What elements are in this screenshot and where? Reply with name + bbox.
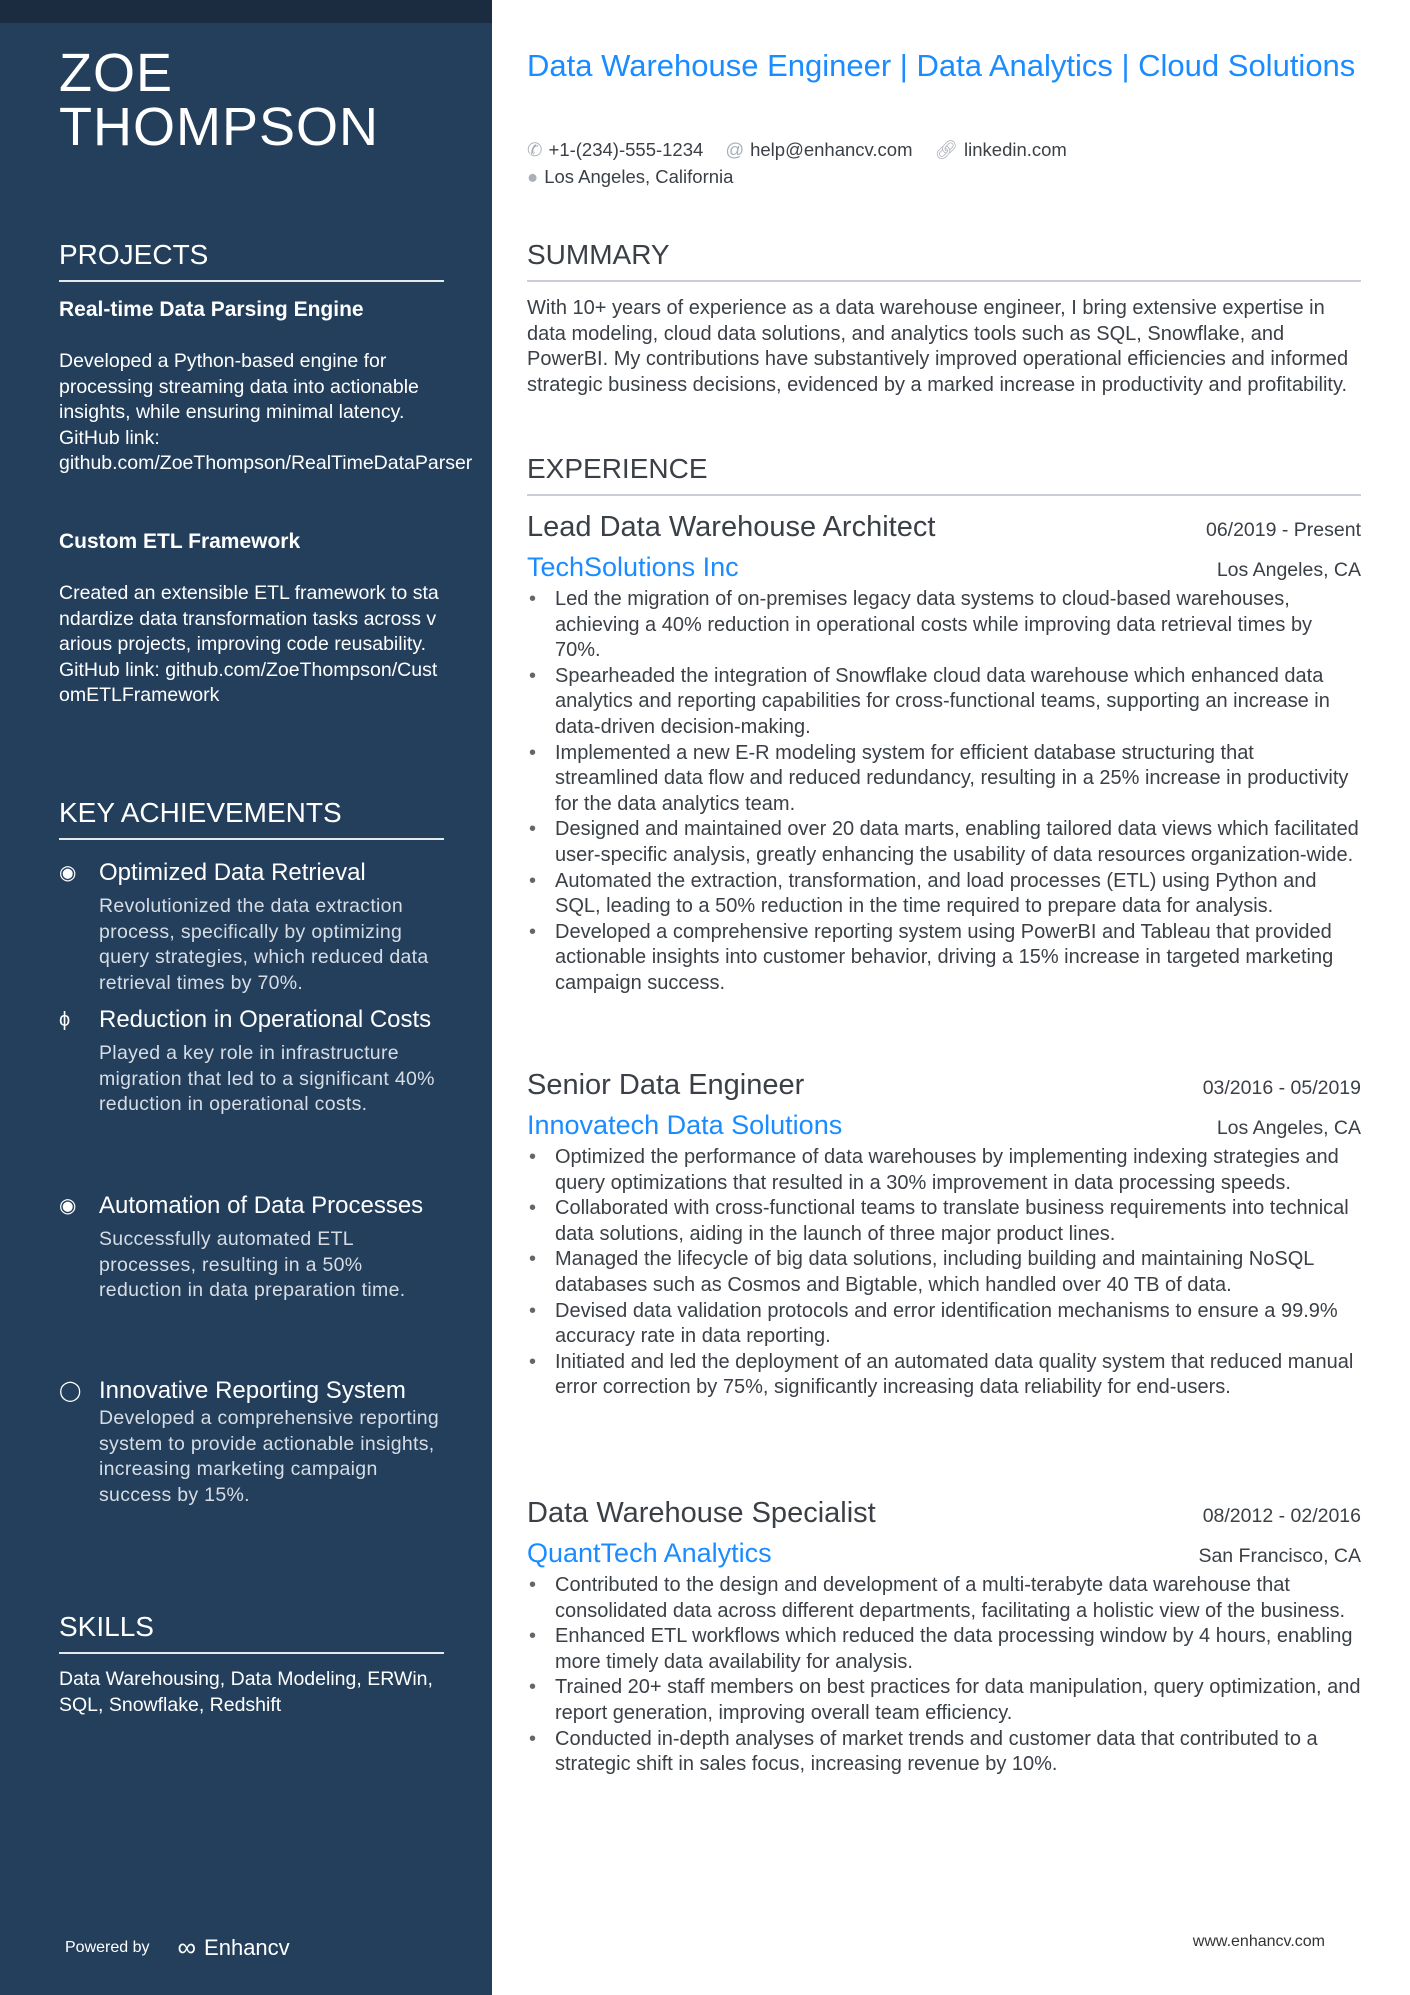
achievement-desc: Played a key role in infrastructure migration that led to a significant 40% reduction in operational costs. bbox=[99, 1042, 435, 1116]
email[interactable] bbox=[725, 136, 912, 163]
skills-text: Data Warehousing, Data Modeling, ERWin, SQL, Snowflake, Redshift bbox=[59, 1668, 433, 1716]
contact-info bbox=[527, 136, 1227, 190]
company-name: Innovatech Data Solutions bbox=[527, 1110, 843, 1140]
bullet: • Devised data validation protocols and error identification mechanisms to ensure a 99.9% accuracy rate in data reporting. bbox=[527, 1299, 1361, 1350]
footer-url[interactable]: www.enhancv.com bbox=[1192, 1933, 1325, 1950]
bullet: • Contributed to the design and development of a multi-terabyte data warehouse that consolidated data across different departments, facilitating a holistic view of the business. bbox=[527, 1573, 1361, 1624]
job-dates: 08/2012 - 02/2016 bbox=[1202, 1505, 1361, 1527]
job-location: Los Angeles, CA bbox=[1216, 559, 1361, 581]
bullet: • Designed and maintained over 20 data marts, enabling tailored data views which facilitated user-specific analysis, greatly enhancing the usability of data resources organization-wide. bbox=[527, 817, 1361, 868]
company-name: TechSolutions Inc bbox=[527, 552, 739, 582]
company-name: QuantTech Analytics bbox=[527, 1538, 772, 1568]
phone[interactable] bbox=[527, 136, 703, 163]
job-entry bbox=[527, 509, 1361, 997]
bullet: • Initiated and led the deployment of an automated data quality system that reduced manual error correction by 75%, significantly increasing data reliability for end-users. bbox=[527, 1350, 1361, 1401]
link-text: linkedin.com bbox=[964, 139, 1067, 160]
bullet: • Conducted in-depth analyses of market trends and customer data that contributed to a strategic shift in sales focus, increasing revenue by 10%. bbox=[527, 1727, 1361, 1778]
projects-heading: PROJECTS bbox=[59, 238, 444, 282]
lightbulb-icon: ◯ bbox=[59, 1380, 82, 1402]
job-bullets bbox=[527, 1145, 1361, 1401]
link[interactable] bbox=[935, 136, 1067, 163]
powered-label: Powered by bbox=[65, 1938, 150, 1956]
link-icon: 🔗︎ bbox=[934, 139, 959, 160]
sidebar bbox=[0, 0, 492, 1995]
bullet: • Spearheaded the integration of Snowflake cloud data warehouse which enhanced data analytics and reporting capabilities for cross-functional teams, supporting an increase in data-driven decision-making. bbox=[527, 664, 1361, 741]
logo-icon: ∞ bbox=[177, 1932, 197, 1962]
bullet: • Collaborated with cross-functional teams to translate business requirements into technical data solutions, aiding in the launch of three major product lines. bbox=[527, 1196, 1361, 1247]
summary-heading: SUMMARY bbox=[527, 238, 1361, 282]
achievement-title: Reduction in Operational Costs bbox=[99, 1006, 432, 1033]
job-title: Lead Data Warehouse Architect bbox=[527, 511, 936, 543]
enhancv-logo bbox=[178, 1932, 290, 1963]
bullet: • Automated the extraction, transformation, and load processes (ETL) using Python and SQL, leading to a 50% reduction in the time required to prepare data for analysis. bbox=[527, 869, 1361, 920]
achievements-heading: KEY ACHIEVEMENTS bbox=[59, 796, 444, 840]
email-text: help@enhancv.com bbox=[750, 139, 913, 160]
brand-name: Enhancv bbox=[204, 1934, 290, 1960]
achievement-desc: Successfully automated ETL processes, resulting in a 50% reduction in data preparation time. bbox=[99, 1228, 406, 1302]
job-title: Senior Data Engineer bbox=[527, 1069, 805, 1101]
phone-icon: ✆ bbox=[527, 139, 543, 160]
job-entry bbox=[527, 1495, 1361, 1778]
bullet: • Enhanced ETL workflows which reduced the data processing window by 4 hours, enabling more timely data availability for analysis. bbox=[527, 1624, 1361, 1675]
last-name: THOMPSON bbox=[59, 97, 380, 157]
skills-heading: SKILLS bbox=[59, 1610, 444, 1654]
bullet: • Developed a comprehensive reporting system using PowerBI and Tableau that provided actionable insights into customer behavior, driving a 15% increase in targeted marketing campaign success. bbox=[527, 920, 1361, 997]
bullet: • Implemented a new E-R modeling system for efficient database structuring that streamlined data flow and reduced redundancy, resulting in a 25% increase in productivity for the data analytics team. bbox=[527, 741, 1361, 818]
top-strip bbox=[0, 0, 492, 23]
achievement-item bbox=[59, 1376, 449, 1508]
project-desc-text: Created an extensible ETL framework to standardize data transformation tasks across various projects, improving code reusability. GitHub link: github.com/ZoeThompson/CustomETLFramework bbox=[59, 582, 439, 707]
location-pin-icon: ● bbox=[527, 166, 539, 187]
job-location: Los Angeles, CA bbox=[1216, 1117, 1361, 1139]
project-desc bbox=[59, 349, 473, 477]
job-title: Data Warehouse Specialist bbox=[527, 1497, 876, 1529]
project-desc bbox=[59, 581, 444, 709]
job-bullets bbox=[527, 587, 1361, 997]
project-title: Real-time Data Parsing Engine bbox=[59, 298, 364, 321]
lightning-icon: ϕ bbox=[59, 1009, 71, 1031]
bullet: • Led the migration of on-premises legacy data systems to cloud-based warehouses, achieving a 40% reduction in operational costs while improving data retrieval times by 70%. bbox=[527, 587, 1361, 664]
powered-by bbox=[65, 1932, 290, 1963]
bullet: • Managed the lifecycle of big data solutions, including building and maintaining NoSQL databases such as Cosmos and Bigtable, which handled over 40 TB of data. bbox=[527, 1247, 1361, 1298]
achievement-title: Automation of Data Processes bbox=[99, 1192, 424, 1219]
job-entry bbox=[527, 1067, 1361, 1401]
bullet: • Trained 20+ staff members on best practices for data manipulation, query optimization, and report generation, improving overall team efficiency. bbox=[527, 1675, 1361, 1726]
job-title-headline: Data Warehouse Engineer | Data Analytics | Cloud Solutions bbox=[527, 48, 1356, 83]
phone-text: +1-(234)-555-1234 bbox=[548, 139, 704, 160]
first-name: ZOE bbox=[59, 43, 174, 103]
achievement-item bbox=[59, 1005, 449, 1118]
job-location: San Francisco, CA bbox=[1198, 1545, 1361, 1567]
brain-icon: ◉ bbox=[59, 862, 77, 884]
achievement-title: Innovative Reporting System bbox=[99, 1377, 406, 1404]
achievement-title: Optimized Data Retrieval bbox=[99, 859, 366, 886]
location bbox=[527, 163, 1227, 190]
at-icon: @ bbox=[725, 139, 745, 160]
brain-icon: ◉ bbox=[59, 1195, 77, 1217]
achievement-item bbox=[59, 1191, 449, 1304]
achievement-item bbox=[59, 858, 449, 996]
achievement-desc: Revolutionized the data extraction process, specifically by optimizing query strategies, which reduced data retrieval times by 70%. bbox=[99, 895, 429, 994]
project-title: Custom ETL Framework bbox=[59, 530, 301, 553]
candidate-name bbox=[59, 43, 444, 157]
achievement-desc: Developed a comprehensive reporting system to provide actionable insights, increasing marketing campaign success by 15%. bbox=[99, 1407, 440, 1506]
summary-text: With 10+ years of experience as a data warehouse engineer, I bring extensive expertise in data modeling, cloud data solutions, and analytics tools such as SQL, Snowflake, and PowerBI. My contributions have substantively improved operational efficiencies and informed strategic business decisions, evidenced by a marked increase in productivity and profitability. bbox=[527, 297, 1349, 396]
location-text: Los Angeles, California bbox=[544, 166, 734, 187]
experience-heading: EXPERIENCE bbox=[527, 452, 1361, 496]
project-desc-text: Developed a Python-based engine for processing streaming data into actionable insights, while ensuring minimal latency. GitHub link: github.com/ZoeThompson/RealTimeDataParser bbox=[59, 350, 473, 475]
job-dates: 06/2019 - Present bbox=[1205, 519, 1361, 541]
bullet: • Optimized the performance of data warehouses by implementing indexing strategies and query optimizations that resulted in a 30% improvement in data processing speeds. bbox=[527, 1145, 1361, 1196]
job-dates: 03/2016 - 05/2019 bbox=[1202, 1077, 1361, 1099]
job-bullets bbox=[527, 1573, 1361, 1778]
